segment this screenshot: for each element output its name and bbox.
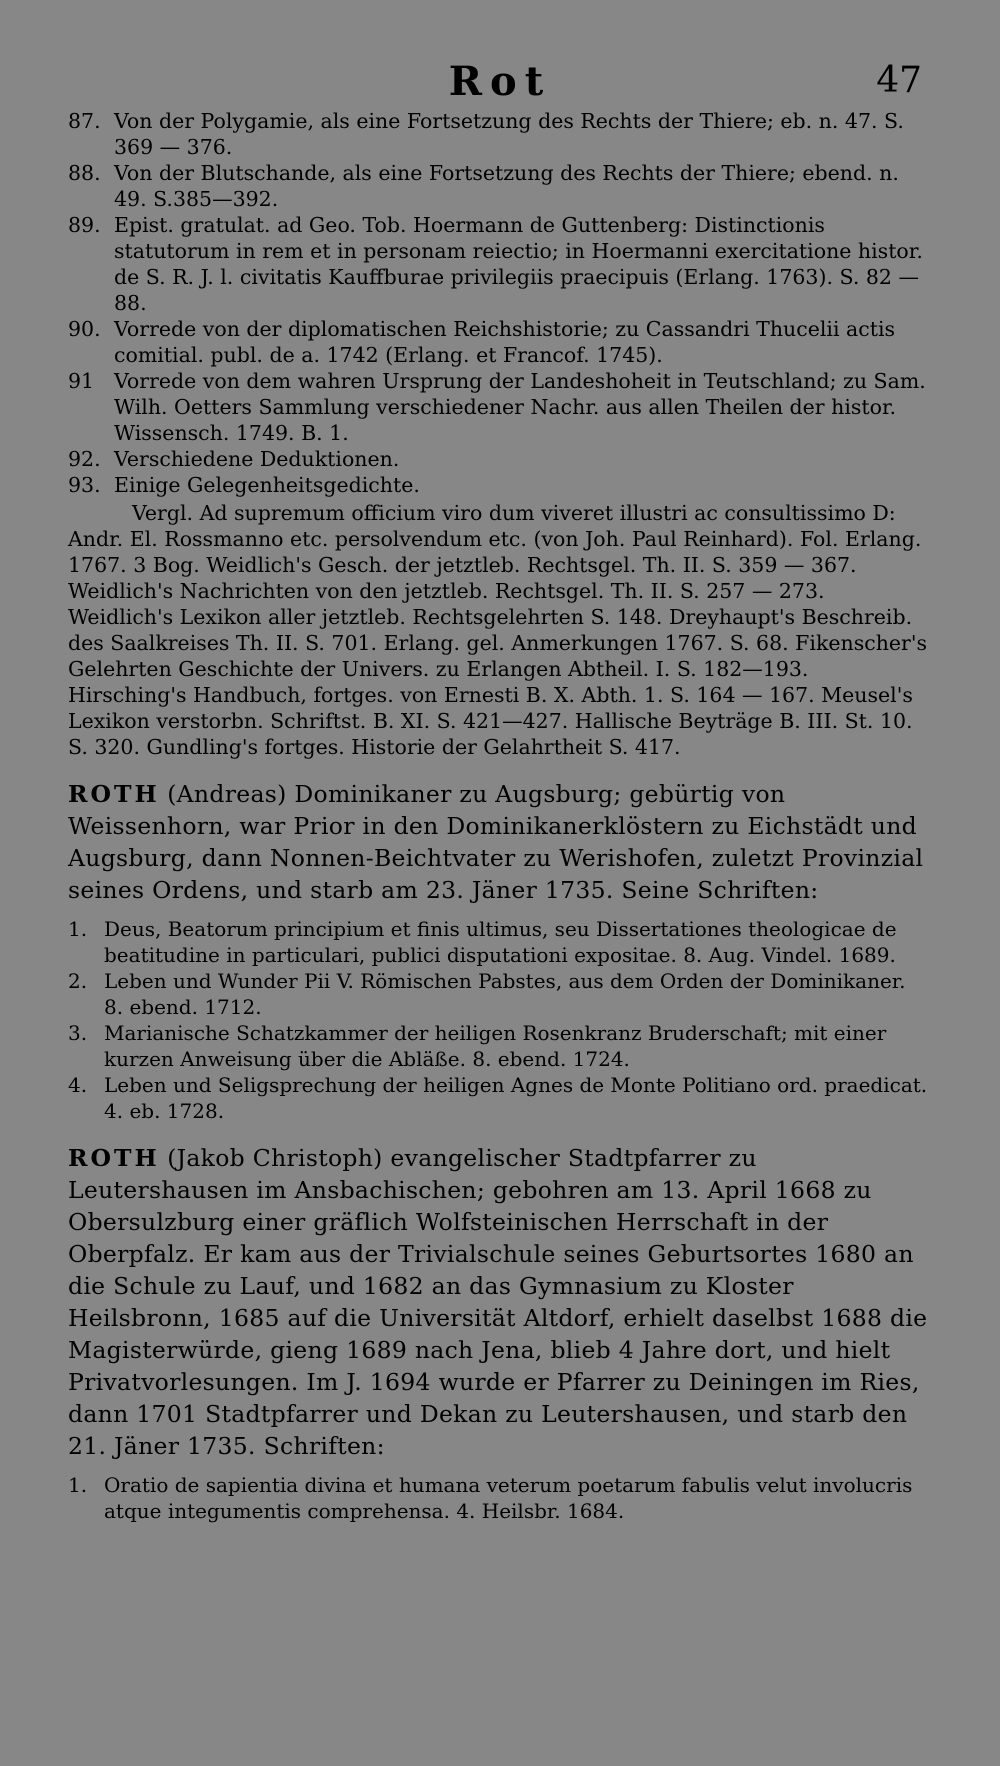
- works-list-andreas: [68, 916, 928, 1124]
- references-paragraph: Vergl. Ad supremum officium viro dum viveret illustri ac consultissimo D: Andr. El. Rossmanno etc. persolvendum etc. (von Joh. Paul Reinhard). Fol. Erlang. 1767. 3 Bog. Weidlich's Gesch. der jetztleb. Rechtsgel. Th. II. S. 359 — 367. Weidlich's Nachrichten von den jetztleb. Rechtsgel. Th. II. S. 257 — 273. Weidlich's Lexikon aller jetztleb. Rechtsgelehrten S. 148. Dreyhaupt's Beschreib. des Saalkreises Th. II. S. 701. Erlang. gel. Anmerkungen 1767. S. 68. Fikenscher's Gelehrten Geschichte der Univers. zu Erlangen Abtheil. I. S. 182—193. Hirsching's Handbuch, fortges. von Ernesti B. X. Abth. 1. S. 164 — 167. Meusel's Lexikon verstorbn. Schriftst. B. XI. S. 421—427. Hallische Beyträge B. III. St. 10. S. 320. Gundling's fortges. Historie der Gelahrtheit S. 417.: [68, 501, 927, 759]
- entry-text: Einige Gelegenheitsgedichte.: [114, 473, 420, 497]
- work-number: 3.: [68, 1021, 88, 1045]
- page-number: 47: [876, 60, 922, 101]
- work-entry: [68, 1072, 928, 1124]
- entry-number: 87.: [68, 109, 101, 133]
- page-header: [0, 58, 1000, 108]
- work-entry: [68, 1472, 928, 1524]
- work-entry: [68, 968, 928, 1020]
- page-body: [68, 108, 928, 1524]
- work-text: Marianische Schatzkammer der heiligen Rosenkranz Bruderschaft; mit einer kurzen Anweisung über die Abläße. 8. ebend. 1724.: [104, 1021, 887, 1071]
- work-number: 2.: [68, 969, 88, 993]
- entry-number: 93.: [68, 473, 101, 497]
- entry-text: Epist. gratulat. ad Geo. Tob. Hoermann de Guttenberg: Distinctionis statutorum in rem et in personam reiectio; in Hoermanni exercitatione histor. de S. R. J. l. civitatis Kauffburae privilegiis praecipuis (Erlang. 1763). S. 82 — 88.: [114, 213, 923, 315]
- entry-text: Von der Blutschande, als eine Fortsetzung des Rechts der Thiere; ebend. n. 49. S.385—392.: [114, 161, 899, 211]
- work-text: Leben und Seligsprechung der heiligen Agnes de Monte Politiano ord. praedicat. 4. eb. 1728.: [104, 1073, 928, 1123]
- list-entry-93: [68, 472, 928, 498]
- work-number: 4.: [68, 1073, 88, 1097]
- list-entry-88: [68, 160, 928, 212]
- biography-surname: ROTH: [68, 780, 160, 808]
- biography-roth-jakob: [68, 1142, 928, 1462]
- list-entry-91: [68, 368, 928, 446]
- work-entry: [68, 916, 928, 968]
- biography-text: (Andreas) Dominikaner zu Augsburg; gebürtig von Weissenhorn, war Prior in den Dominikanerklöstern zu Eichstädt und Augsburg, dann Nonnen-Beichtvater zu Werishofen, zuletzt Provinzial seines Ordens, und starb am 23. Jäner 1735. Seine Schriften:: [68, 780, 924, 904]
- biography-surname: ROTH: [68, 1144, 160, 1172]
- entry-number: 89.: [68, 213, 101, 237]
- biography-roth-andreas: [68, 778, 928, 906]
- list-entry-92: [68, 446, 928, 472]
- entry-text: Vorrede von dem wahren Ursprung der Landeshoheit in Teutschland; zu Sam. Wilh. Oetters Sammlung verschiedener Nachr. aus allen Theilen der histor. Wissensch. 1749. B. 1.: [114, 369, 926, 445]
- work-number: 1.: [68, 1473, 88, 1497]
- work-text: Oratio de sapientia divina et humana veterum poetarum fabulis velut involucris atque integumentis comprehensa. 4. Heilsbr. 1684.: [104, 1473, 913, 1523]
- work-text: Deus, Beatorum principium et finis ultimus, seu Dissertationes theologicae de beatitudine in particulari, publici disputationi expositae. 8. Aug. Vindel. 1689.: [104, 917, 897, 967]
- entry-number: 91: [68, 369, 95, 393]
- entry-text: Vorrede von der diplomatischen Reichshistorie; zu Cassandri Thucelii actis comitial. publ. de a. 1742 (Erlang. et Francof. 1745).: [114, 317, 896, 367]
- entry-text: Verschiedene Deduktionen.: [114, 447, 400, 471]
- list-entry-89: [68, 212, 928, 316]
- work-number: 1.: [68, 917, 88, 941]
- entry-text: Von der Polygamie, als eine Fortsetzung des Rechts der Thiere; eb. n. 47. S. 369 — 376.: [114, 109, 904, 159]
- running-head-title: Rot: [448, 58, 552, 105]
- entry-number: 88.: [68, 161, 101, 185]
- biography-text: (Jakob Christoph) evangelischer Stadtpfarrer zu Leutershausen im Ansbachischen; gebohren am 13. April 1668 zu Obersulzburg einer gräflich Wolfsteinischen Herrschaft in der Oberpfalz. Er kam aus der Trivialschule seines Geburtsortes 1680 an die Schule zu Lauf, und 1682 an das Gymnasium zu Kloster Heilsbronn, 1685 auf die Universität Altdorf, erhielt daselbst 1688 die Magisterwürde, gieng 1689 nach Jena, blieb 4 Jahre dort, und hielt Privatvorlesungen. Im J. 1694 wurde er Pfarrer zu Deiningen im Ries, dann 1701 Stadtpfarrer und Dekan zu Leutershausen, und starb den 21. Jäner 1735. Schriften:: [68, 1144, 928, 1460]
- entry-number: 90.: [68, 317, 101, 341]
- works-list-jakob: [68, 1472, 928, 1524]
- entry-number: 92.: [68, 447, 101, 471]
- work-entry: [68, 1020, 928, 1072]
- work-text: Leben und Wunder Pii V. Römischen Pabstes, aus dem Orden der Dominikaner. 8. ebend. 1712.: [104, 969, 906, 1019]
- list-entry-90: [68, 316, 928, 368]
- list-entry-87: [68, 108, 928, 160]
